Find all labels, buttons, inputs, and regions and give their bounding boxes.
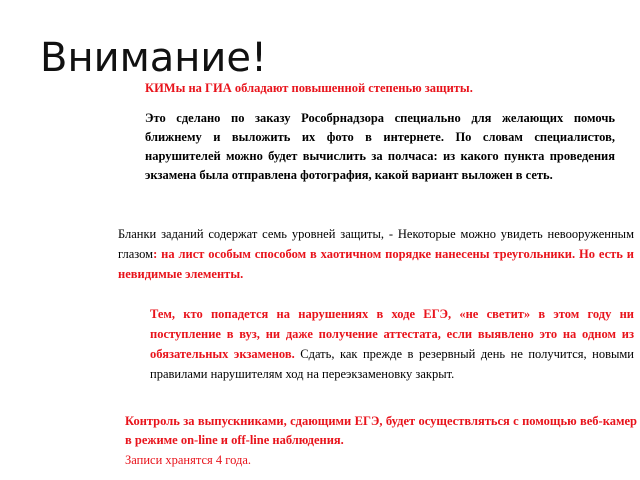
- paragraph-webcam-control: Контроль за выпускниками, сдающими ЕГЭ, будет осуществляться с помощью веб-камер в режиме on-line и off-line наблюдения.: [125, 414, 637, 447]
- slide-title: Внимание!: [40, 35, 268, 81]
- invisible-elements-text: . Но есть и невидимые элементы.: [118, 247, 634, 281]
- reexam-text: Сдать, как прежде в резервный день не получится, новыми правилами нарушителям ход на переэкзаменовку закрыт.: [150, 347, 634, 381]
- paragraph-protection-levels: [118, 224, 634, 284]
- protection-heading: КИМы на ГИА обладают повышенной степенью защиты.: [145, 81, 473, 95]
- protection-levels-text: Бланки заданий содержат семь уровней защиты, - Некоторые можно увидеть невооруженным глазом: [118, 227, 634, 261]
- records-retention-text: Записи хранятся 4 года.: [125, 453, 252, 467]
- paragraph-violations: [150, 304, 634, 384]
- triangles-text: : на лист особым способом в хаотичном порядке нанесены треугольники: [153, 247, 573, 261]
- violations-warning-text: Тем, кто попадется на нарушениях в ходе ЕГЭ, «не светит» в этом году ни поступление в вуз, ни даже получение аттестата, если выявлено это на одном из обязательных экзаменов.: [150, 307, 634, 361]
- paragraph-order: Это сделано по заказу Рособрнадзора специально для желающих помочь ближнему и выложить их фото в интернете. По словам специалистов, нарушителей можно будет вычислить за полчаса: из какого пункта проведения экзамена была отправлена фотография, какой вариант выложен в сеть.: [145, 111, 615, 182]
